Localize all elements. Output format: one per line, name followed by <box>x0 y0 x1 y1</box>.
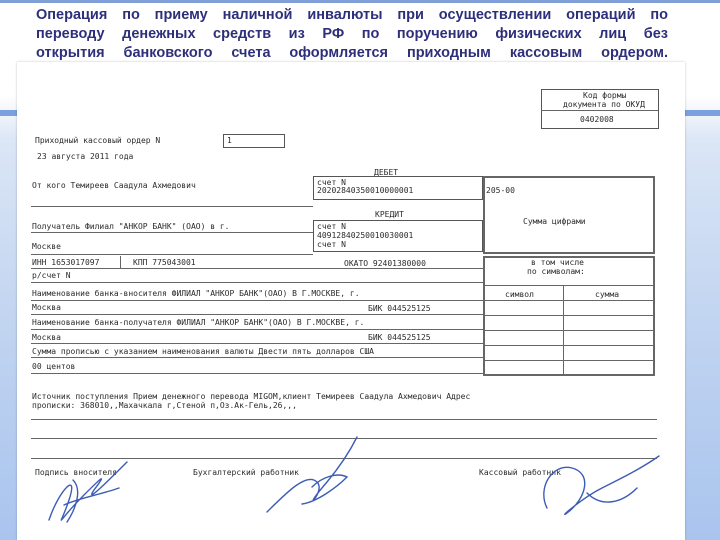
accountant-signature <box>257 432 367 522</box>
cashier-signature-caption: Кассовый работник <box>479 468 561 477</box>
kpp-value: КПП 775043001 <box>133 258 196 267</box>
recipient-city-underline <box>31 254 313 255</box>
okud-divider <box>541 110 658 111</box>
okato-value: ОКАТО 92401380000 <box>344 259 426 268</box>
payer-bank-city: Москва <box>32 303 61 312</box>
debit-account-label: счет N <box>317 178 346 187</box>
order-number: 1 <box>227 136 232 145</box>
recipient-bank-city-underline <box>31 343 485 344</box>
recipient-name: Получатель Филиал "АНКОР БАНК" (ОАО) в г. <box>32 222 230 231</box>
symbols-header-top <box>485 285 653 286</box>
order-date: 23 августа 2011 года <box>37 152 134 161</box>
recipient-bank-city: Москва <box>32 333 61 342</box>
recipient-bank-bik: БИК 044525125 <box>368 333 431 342</box>
symbols-row-line-3 <box>485 330 653 331</box>
credit-label: КРЕДИТ <box>375 210 404 219</box>
symbols-row-line-2 <box>485 315 653 316</box>
amount-in-words-line-2: 00 центов <box>32 362 76 371</box>
credit-account-number: 40912840250010030001 <box>317 231 414 240</box>
sum-column-header: сумма <box>595 290 620 299</box>
depositor-underline <box>31 206 313 207</box>
amount-in-words-line-1: Сумма прописью с указанием наименования валюты Двести пять долларов США <box>32 347 374 356</box>
source-line-1: Источник поступления Прием денежного перевода MIGOM,клиент Темиреев Саадула Ахмедович Адрес <box>32 392 471 401</box>
recipient-city: Москве <box>32 242 61 251</box>
slide-accent-line-right <box>685 110 720 116</box>
rs-account-label: р/счет N <box>32 271 71 280</box>
depositor-name: От кого Темиреев Саадула Ахмедович <box>32 181 196 190</box>
payer-bank-underline <box>31 300 485 301</box>
inn-value: ИНН 1653017097 <box>32 258 100 267</box>
okud-label-1: Код формы <box>583 91 627 100</box>
source-line-2: прописки: 368010,,Махачкала г,Стеной п,Оз.Ак-Гель,26,,, <box>32 401 297 410</box>
credit-account-label-2: счет N <box>317 240 346 249</box>
debit-label: ДЕБЕТ <box>374 168 399 177</box>
inn-underline <box>31 268 485 269</box>
credit-account-label-1: счет N <box>317 222 346 231</box>
rs-underline <box>31 282 485 283</box>
cashier-signature <box>527 438 667 528</box>
payer-bank-city-underline <box>31 314 485 315</box>
symbols-label-2: по символам: <box>527 267 585 276</box>
recipient-underline <box>31 232 313 233</box>
symbols-row-line-5 <box>485 360 653 361</box>
slide-top-rule <box>0 0 720 3</box>
symbols-row-line-1 <box>485 300 653 301</box>
recipient-bank-name: Наименование банка-получателя ФИЛИАЛ "АНКОР БАНК"(ОАО) В Г.МОСКВЕ, г. <box>32 318 365 327</box>
source-underline-1 <box>31 419 657 420</box>
slide-title-line-2: переводу денежных средств из РФ по поручению физических лиц без <box>36 26 668 42</box>
okud-code: 0402008 <box>580 115 614 124</box>
cash-receipt-order-document <box>17 62 685 540</box>
symbols-label-1: в том числе <box>531 258 584 267</box>
okud-label-2: документа по ОКУД <box>563 100 645 109</box>
slide-accent-line-left <box>0 110 17 116</box>
slide-title-line-3: открытия банковского счета оформляется приходным кассовым ордером. <box>36 45 668 61</box>
amount-words-underline-2 <box>31 373 485 374</box>
order-label: Приходный кассовый ордер N <box>35 136 161 145</box>
depositor-signature-caption: Подпись вносителя <box>35 468 117 477</box>
inn-kpp-divider <box>120 256 121 268</box>
symbols-row-line-4 <box>485 345 653 346</box>
payer-bank-bik: БИК 044525125 <box>368 304 431 313</box>
amount-digits-label: Сумма цифрами <box>523 217 586 226</box>
depositor-signature <box>39 450 139 530</box>
accountant-signature-caption: Бухгалтерский работник <box>193 468 299 477</box>
order-number-box <box>223 134 285 148</box>
recipient-bank-underline <box>31 329 485 330</box>
symbol-column-header: символ <box>505 290 534 299</box>
amount-words-underline-1 <box>31 357 485 358</box>
debit-account-number: 20202840350010000001 <box>317 186 414 195</box>
amount-digits-box <box>483 176 655 254</box>
payer-bank-name: Наименование банка-вносителя ФИЛИАЛ "АНКОР БАНК"(ОАО) В Г.МОСКВЕ, г. <box>32 289 360 298</box>
amount-digits-value: 205-00 <box>486 186 515 195</box>
slide-title-line-1: Операция по приему наличной инвалюты при осуществлении операций по <box>36 7 668 23</box>
slide-title <box>36 6 668 63</box>
